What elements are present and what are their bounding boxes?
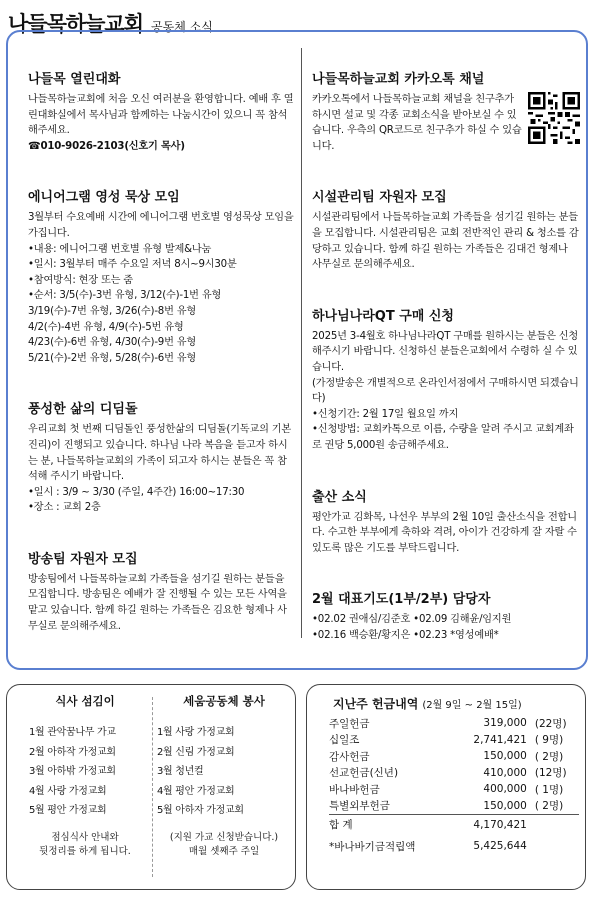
qr-code-icon[interactable] [528, 92, 580, 144]
news-enneagram [28, 186, 296, 366]
news-birth [312, 486, 580, 557]
offering-count: (12명) [534, 767, 567, 780]
offering-label: 특별외부헌금 [329, 800, 390, 813]
offering-amount: 150,000 [483, 750, 527, 763]
community-service [157, 693, 291, 859]
offering-label: 주일헌금 [329, 717, 370, 730]
offering-table [329, 715, 579, 858]
left-column [28, 38, 296, 634]
news-body: 시설관리팀에서 나들목하늘교회 가족들을 섬기길 원하는 분들을 모집합니다. 시설관리팀은 교회 전반적인 관리 & 청소를 감당하고 있습니다. 함께 하길 원하는 가족들은 김대건 형제나 사무실로 문의해주세요. [312, 212, 579, 271]
meal-servers-title: 식사 섬김이 [55, 694, 115, 708]
news-title: 풍성한 삶의 디딤돌 [28, 402, 138, 418]
offering-label: 바나바헌금 [329, 783, 380, 796]
table-row [329, 798, 579, 815]
news-broadcast-team [28, 548, 296, 634]
community-service-note: (지원 가교 신청받습니다.) 매월 셋째주 주일 [169, 831, 279, 857]
list-item: 1월 관악꿈나무 가교 [29, 727, 116, 738]
news-title: 방송팀 자원자 모집 [28, 551, 138, 567]
table-row [329, 781, 579, 798]
offering-count: (22명) [534, 717, 567, 730]
news-title: 2월 대표기도(1부/2부) 담당자 [312, 592, 491, 608]
table-row [329, 715, 579, 732]
offering-title [333, 695, 522, 712]
news-kakao-channel [312, 68, 580, 154]
community-service-title: 세움공동체 봉사 [183, 694, 265, 708]
list-item: 4월 사랑 가정교회 [29, 785, 107, 797]
volunteer-schedule-panel [6, 684, 296, 890]
offering-count: ( 1명) [534, 783, 564, 796]
offering-label: 십일조 [329, 734, 360, 747]
news-open-talk [28, 68, 296, 154]
news-title: 나들목 열린대화 [28, 72, 121, 87]
offering-panel [306, 684, 586, 890]
news-facility-team [312, 186, 580, 272]
offering-label: 선교헌금(신년) [329, 767, 399, 780]
list-item: 2월 신림 가정교회 [157, 746, 235, 758]
list-item: 5월 아하자 가정교회 [157, 805, 244, 816]
news-title: 나들목하늘교회 카카오톡 채널 [312, 72, 485, 87]
offering-amount: 150,000 [483, 799, 527, 812]
offering-label: 감사헌금 [329, 750, 370, 763]
news-stepping-stone [28, 398, 296, 516]
table-row [329, 732, 579, 749]
news-body: 2025년 3-4월호 하나님나라QT 구매를 원하시는 분들은 신청해주시기 바랍니다. 신청하신 분들은교회에서 수령하 실 수 있습니다. (가정발송은 개별적으로 온라인서점에서 구매하시면 되겠습니다) •신청기간: 2월 17일 월요일 까지 •신청방법: 교회카톡으로 이름, 수량을 알려 주시고 교회계좌로 권당 5,000원 송금해주세요. [312, 330, 579, 451]
news-title: 하나님나라QT 구매 신청 [312, 308, 454, 324]
fund-amount: 5,425,644 [473, 840, 527, 852]
offering-amount: 400,000 [483, 783, 527, 796]
list-item: 4월 평안 가정교회 [157, 785, 235, 797]
news-prayer-leaders [312, 588, 580, 643]
total-amount: 4,170,421 [449, 815, 535, 835]
fund-label: *바나바기금적립액 [329, 840, 416, 853]
bulletin-subtitle: 공동체 소식 [151, 20, 213, 34]
offering-amount: 410,000 [483, 766, 527, 779]
news-title: 출산 소식 [312, 489, 367, 505]
list-item: 3월 아하밖 가정교회 [29, 766, 116, 777]
list-item: 1월 사랑 가정교회 [157, 727, 235, 738]
news-title: 에니어그램 영성 묵상 모임 [28, 190, 180, 206]
schedule-divider [152, 697, 153, 877]
news-body: 카카오톡에서 나들목하늘교회 채널을 친구추가 하시면 설교 및 각종 교회소식을 받아보실 수 있습니다. 우측의 QR코드로 친구추가 하실 수 있습니다. [312, 94, 522, 152]
news-body: 방송팀에서 나들목하늘교회 가족들을 섬기길 원하는 분들을 모집합니다. 방송팀은 예배가 잘 진행될 수 있는 모든 사역을 맡고 있습니다. 함께 하길 원하는 가족들은 김요한 형제나 사무실로 문의해주세요. [28, 573, 287, 632]
church-logo: 나들목하늘교회 [8, 11, 144, 36]
news-body: 우리교회 첫 번째 디딤돌인 풍성한삶의 디딤돌(기독교의 기본진리)이 진행되고 있습니다. 하나님 나라 복음을 듣고자 하시는 분, 나들목하늘교회의 가족이 되고자 하시는 분들은 꼭 참석해 주시기 바랍니다. •일시 : 3/9 ~ 3/30 (주일, 4주간) 16:00~17:30 •장소 : 교회 2층 [28, 424, 292, 514]
offering-title-text: 지난주 헌금내역 [333, 697, 419, 711]
offering-amount: 319,000 [483, 717, 527, 730]
news-qt-order [312, 305, 580, 454]
offering-amount: 2,741,421 [473, 733, 527, 746]
fund-row [329, 834, 579, 858]
offering-count: ( 2명) [534, 750, 564, 763]
meal-servers [29, 693, 141, 859]
news-body: 나들목하늘교회에 처음 오신 여러분을 환영합니다. 예배 후 열린대화실에서 목사님과 함께하는 나눔시간이 있으니 꼭 참석해주세요. [28, 94, 294, 137]
news-body: 3월부터 수요예배 시간에 에니어그램 번호별 영성묵상 모임을 가집니다. •내용: 에니어그램 번호별 유형 발제&나눔 •일시: 3월부터 매주 수요일 저녁 8시~9시30분 •참여방식: 현장 또는 줌 •순서: 3/5(수)-3번 유형, 3/12(수)-1번 유형 3/19(수)-7번 유형, 3/26(수)-8번 유형 4/2(수)-4번 유형, 4/9(수)-5번 유형 4/23(수)-6번 유형, 4/30(수)-9번 유형 5/21(수)-2번 유형, 5/28(수)-6번 유형 [28, 212, 294, 364]
news-body: 평안가교 김화목, 나선우 부부의 2월 10일 출산소식을 전합니다. 수고한 부부에게 축하와 격려, 아이가 건강하게 잘 자랄 수 있도록 많은 기도를 부탁드립니다. [312, 511, 577, 554]
list-item: 5월 평안 가정교회 [29, 805, 107, 816]
total-label: 합 계 [329, 815, 449, 835]
list-item: 3월 청년컬 [157, 766, 204, 777]
table-row [329, 765, 579, 782]
offering-count: ( 2명) [534, 800, 564, 813]
table-row [329, 748, 579, 765]
news-body: •02.02 권애심/김준호 •02.09 김해윤/임지원 •02.16 백승환/황지은 •02.23 *영성예배* [312, 614, 512, 641]
column-divider [301, 48, 302, 638]
list-item: 2월 아하작 가정교회 [29, 746, 116, 758]
news-title: 시설관리팀 자원자 모집 [312, 190, 447, 206]
meal-servers-note: 점심식사 안내와 뒷정리를 하게 됩니다. [39, 831, 131, 857]
offering-period: (2월 9일 ~ 2월 15일) [422, 700, 522, 711]
offering-count: ( 9명) [534, 734, 564, 747]
contact-phone: ☎010-9026-2103(신호기 목사) [28, 140, 185, 152]
right-column [312, 38, 580, 643]
total-row [329, 815, 579, 835]
